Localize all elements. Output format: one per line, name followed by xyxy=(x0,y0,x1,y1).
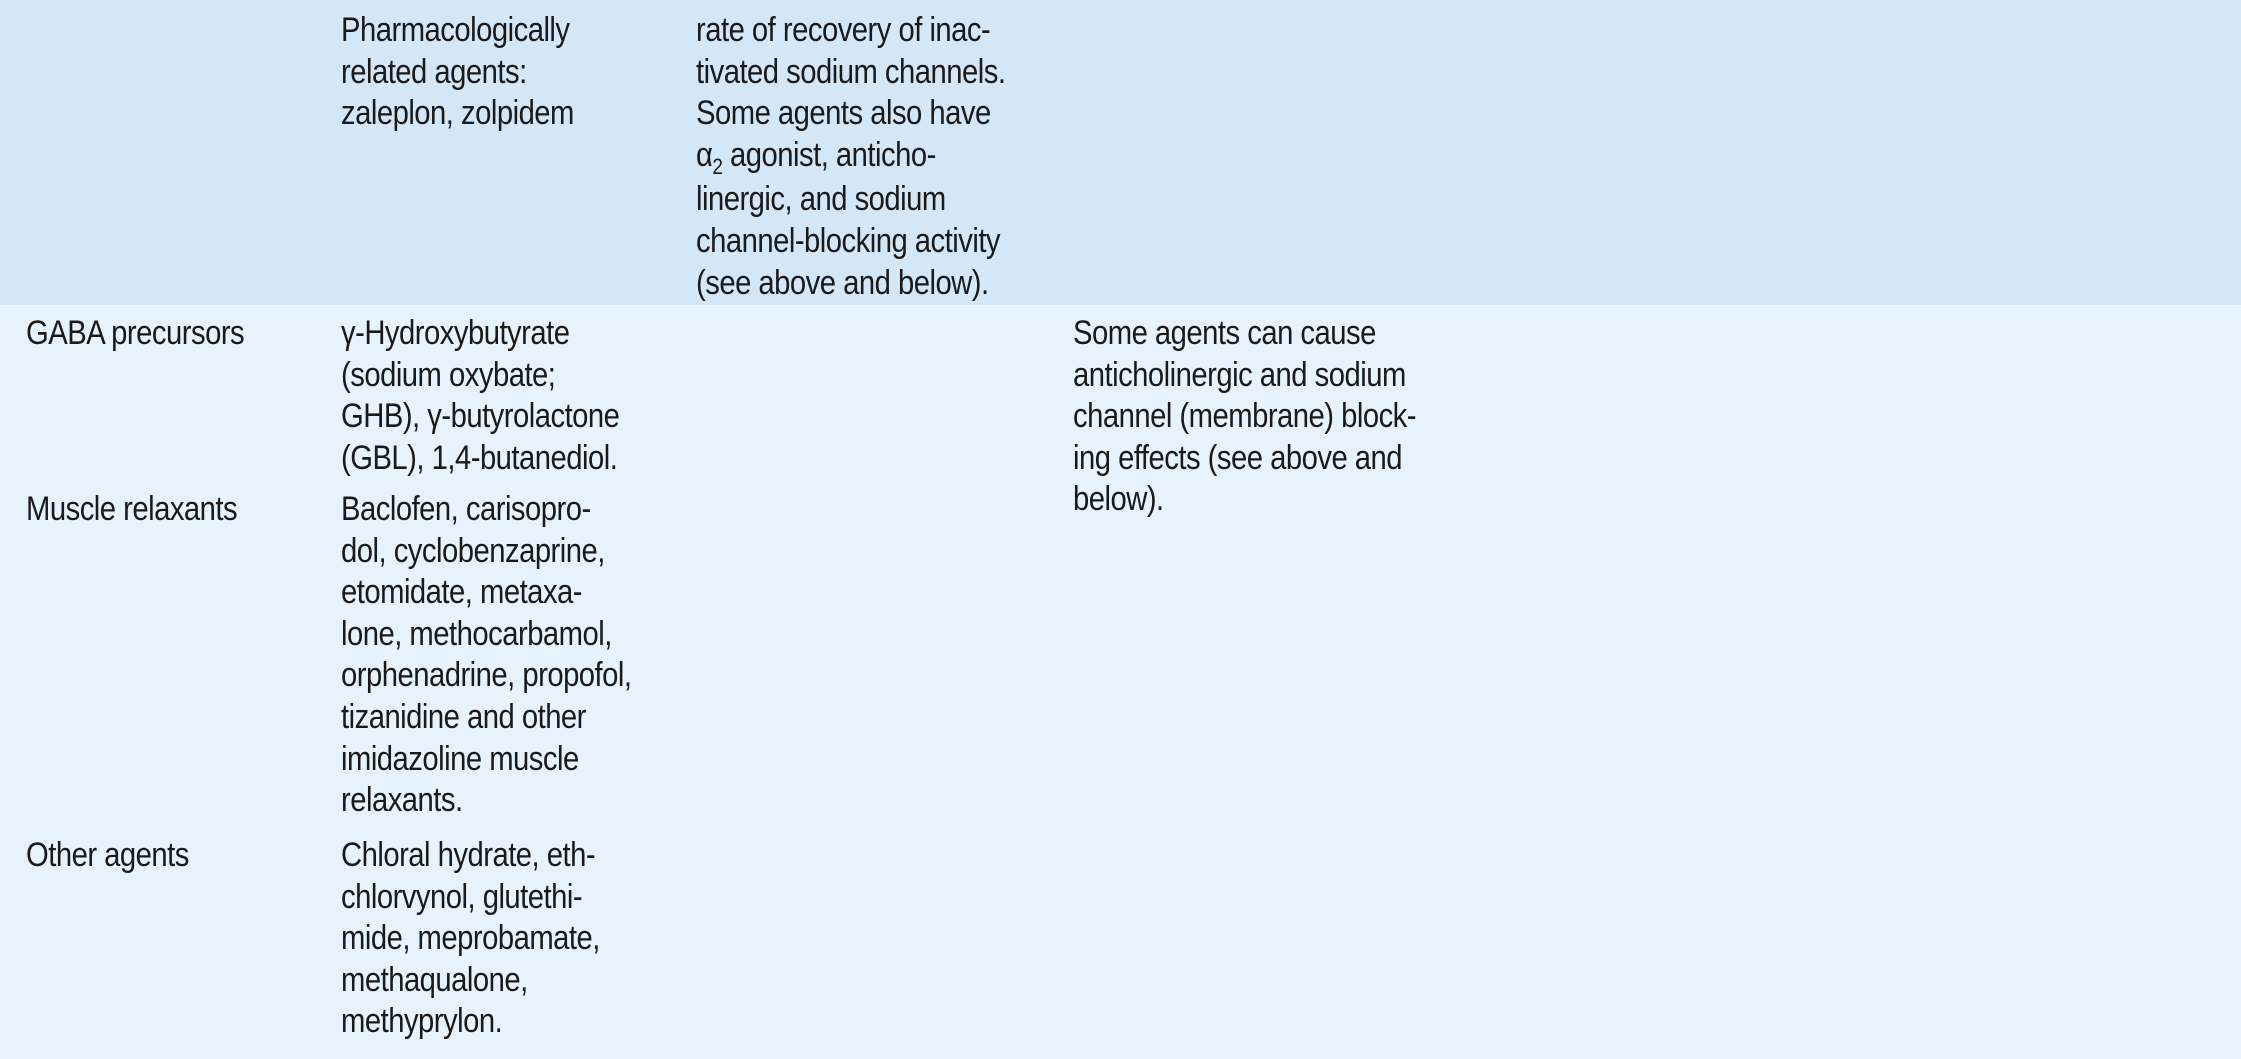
agents-cell xyxy=(341,10,574,135)
notes-line: Some agents can cause xyxy=(1073,314,1376,352)
class-cell-gaba xyxy=(26,313,244,355)
mechanism-line: Some agents also have xyxy=(696,94,991,133)
agents-line: chlorvynol, glutethi- xyxy=(341,877,583,916)
agents-line: (GBL), 1,4-butanediol. xyxy=(341,438,618,477)
agents-line: methaqualone, xyxy=(341,960,528,999)
class-cell-other-agents xyxy=(26,835,189,877)
agents-line: mide, meprobamate, xyxy=(341,919,600,958)
class-label: Muscle relaxants xyxy=(26,490,238,528)
agents-line: orphenadrine, propofol, xyxy=(341,656,632,695)
alpha-symbol: α xyxy=(696,135,713,174)
mechanism-line: rate of recovery of inac- xyxy=(696,11,991,49)
notes-cell xyxy=(1073,313,1416,521)
class-label: Other agents xyxy=(26,836,189,874)
agents-cell-other-agents xyxy=(341,835,600,1043)
mechanism-cell xyxy=(696,10,1005,304)
agents-line: Chloral hydrate, eth- xyxy=(341,836,596,874)
mechanism-line: channel-blocking activity xyxy=(696,221,1001,260)
agents-line: Pharmacologically xyxy=(341,11,570,49)
agents-line: zaleplon, zolpidem xyxy=(341,94,574,133)
agents-line: imidazoline muscle xyxy=(341,739,579,778)
class-label: GABA precursors xyxy=(26,314,245,352)
mechanism-line: linergic, and sodium xyxy=(696,180,946,219)
agents-line: (sodium oxybate; xyxy=(341,355,556,394)
notes-line: channel (membrane) block- xyxy=(1073,397,1417,436)
agents-line: lone, methocarbamol, xyxy=(341,614,612,653)
agents-cell-muscle-relaxants xyxy=(341,489,632,822)
mechanism-line: tivated sodium channels. xyxy=(696,52,1006,91)
agents-line: tizanidine and other xyxy=(341,697,586,736)
agents-line: methyprylon. xyxy=(341,1002,503,1041)
agents-line: Baclofen, carisopro- xyxy=(341,490,591,528)
notes-line: below). xyxy=(1073,480,1164,519)
agents-line: relaxants. xyxy=(341,781,463,820)
agents-cell-gaba xyxy=(341,313,619,479)
mechanism-line: (see above and below). xyxy=(696,263,989,302)
class-cell-muscle-relaxants xyxy=(26,489,237,531)
agents-line: γ-Hydroxybutyrate xyxy=(341,314,570,352)
notes-line: ing effects (see above and xyxy=(1073,438,1403,477)
agents-line: dol, cyclobenzaprine, xyxy=(341,531,605,570)
agents-line: GHB), γ-butyrolactone xyxy=(341,397,620,436)
agents-line: related agents: xyxy=(341,52,527,91)
notes-line: anticholinergic and sodium xyxy=(1073,355,1406,394)
table-row-sedative-hypnotics-continued xyxy=(0,0,2241,305)
table-row-group-other xyxy=(0,305,2241,1059)
mechanism-line-alpha xyxy=(696,135,1005,180)
agents-line: etomidate, metaxa- xyxy=(341,573,583,612)
alpha-rest: agonist, anticho- xyxy=(722,135,936,174)
alpha-subscript: 2 xyxy=(712,153,723,179)
